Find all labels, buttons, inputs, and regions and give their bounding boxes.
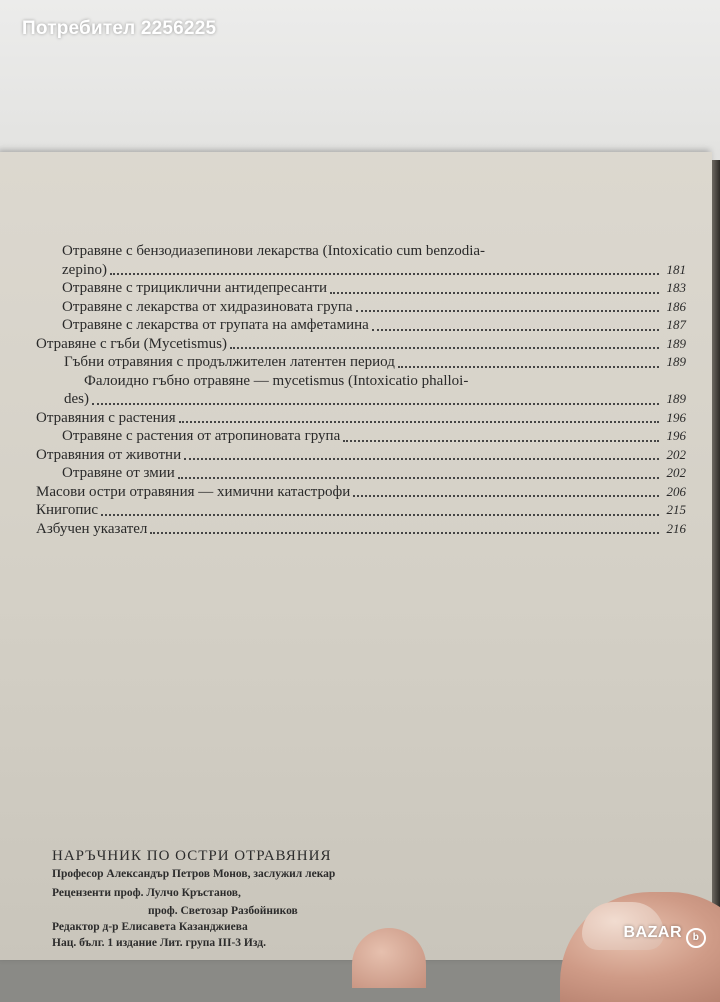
toc-row (36, 242, 686, 261)
toc-page-number: 202 (666, 446, 686, 462)
toc-leader-dots (184, 458, 659, 460)
toc-row (36, 427, 686, 446)
toc-row (36, 446, 686, 465)
toc-page-number: 196 (666, 409, 686, 425)
toc-page-number: 216 (666, 520, 686, 536)
toc-leader-dots (343, 440, 659, 442)
toc-row (36, 501, 686, 520)
toc-leader-dots (179, 421, 659, 423)
book-title: НАРЪЧНИК ПО ОСТРИ ОТРАВЯНИЯ (52, 848, 332, 864)
brand-mark-icon: b (686, 928, 706, 948)
toc-entry-text: Отравяне с трициклични антидепресанти (62, 280, 328, 296)
toc-leader-dots (230, 347, 659, 349)
toc-leader-dots (356, 310, 659, 312)
toc-row (36, 372, 686, 391)
toc-entry-text: Отравяне от змии (62, 465, 175, 481)
toc-page-number: 181 (666, 261, 686, 277)
toc-entry-text: Отравяне с бензодиазепинови лекарства (Intoxicatio cum benzodia- (62, 243, 486, 259)
toc-entry-text: Масови остри отравяния — химични катастрофи (36, 483, 351, 500)
toc-entry-text: Гъбни отравяния с продължителен латентен период (64, 354, 395, 370)
toc-entry-text: Отравяния с растения (36, 409, 176, 426)
book-reviewers-line-2: проф. Светозар Разбойников (148, 905, 298, 917)
toc-entry-text: Отравяне с растения от атропиновата група (62, 428, 341, 444)
toc-entry-text: zepino) (62, 261, 107, 278)
book-page-edge (712, 160, 720, 960)
toc-row (36, 483, 686, 502)
toc-row (36, 390, 686, 409)
toc-entry-text: Книгопис (36, 502, 99, 518)
toc-entry-text: Отравяне с гъби (Mycetismus) (36, 335, 227, 352)
toc-entry-text: des) (64, 391, 89, 407)
toc-row (36, 279, 686, 298)
brand-text: BAZAR (623, 924, 682, 941)
book-editor: Редактор д-р Елисавета Казанджиева (52, 921, 248, 933)
toc-leader-dots (92, 403, 659, 405)
toc-page-number: 196 (666, 428, 686, 443)
toc-row (36, 464, 686, 483)
toc-page-number: 202 (666, 465, 686, 480)
toc-page-number: 187 (666, 317, 686, 332)
toc-row (36, 353, 686, 372)
toc-leader-dots (372, 329, 659, 331)
toc-page-number: 183 (666, 280, 686, 295)
toc-entry-text: Отравяне с лекарства от хидразиновата група (62, 298, 353, 315)
toc-entry-text: Отравяне с лекарства от групата на амфетамина (62, 317, 369, 333)
toc-leader-dots (398, 366, 659, 368)
toc-leader-dots (353, 495, 659, 497)
book-edition: Нац. бълг. 1 издание Лит. група III-3 Изд. (52, 937, 266, 949)
user-watermark: Потребител 2256225 (22, 18, 217, 39)
toc-row (36, 520, 686, 539)
toc-page-number: 215 (666, 502, 686, 517)
toc-leader-dots (178, 477, 659, 479)
toc-page-number: 189 (666, 335, 686, 351)
brand-logo (624, 924, 707, 948)
toc-row (36, 335, 686, 354)
toc-leader-dots (110, 273, 659, 275)
toc-row (36, 261, 686, 280)
table-of-contents (36, 242, 686, 538)
toc-entry-text: Отравяния от животни (36, 446, 182, 463)
toc-row (36, 409, 686, 428)
toc-leader-dots (330, 292, 659, 294)
toc-leader-dots (101, 514, 659, 516)
book-reviewers-line-1: Рецензенти проф. Лулчо Кръстанов, (52, 887, 241, 899)
book-author: Професор Александър Петров Монов, заслужил лекар (52, 868, 336, 880)
toc-leader-dots (150, 532, 659, 534)
toc-page-number: 206 (666, 483, 686, 499)
toc-page-number: 186 (666, 298, 686, 314)
toc-row (36, 316, 686, 335)
toc-page-number: 189 (666, 391, 686, 406)
toc-page-number: 189 (666, 354, 686, 369)
toc-row (36, 298, 686, 317)
toc-entry-text: Фалоидно гъбно отравяне — mycetismus (Intoxicatio phalloi- (84, 372, 469, 389)
toc-entry-text: Азбучен указател (36, 520, 148, 537)
